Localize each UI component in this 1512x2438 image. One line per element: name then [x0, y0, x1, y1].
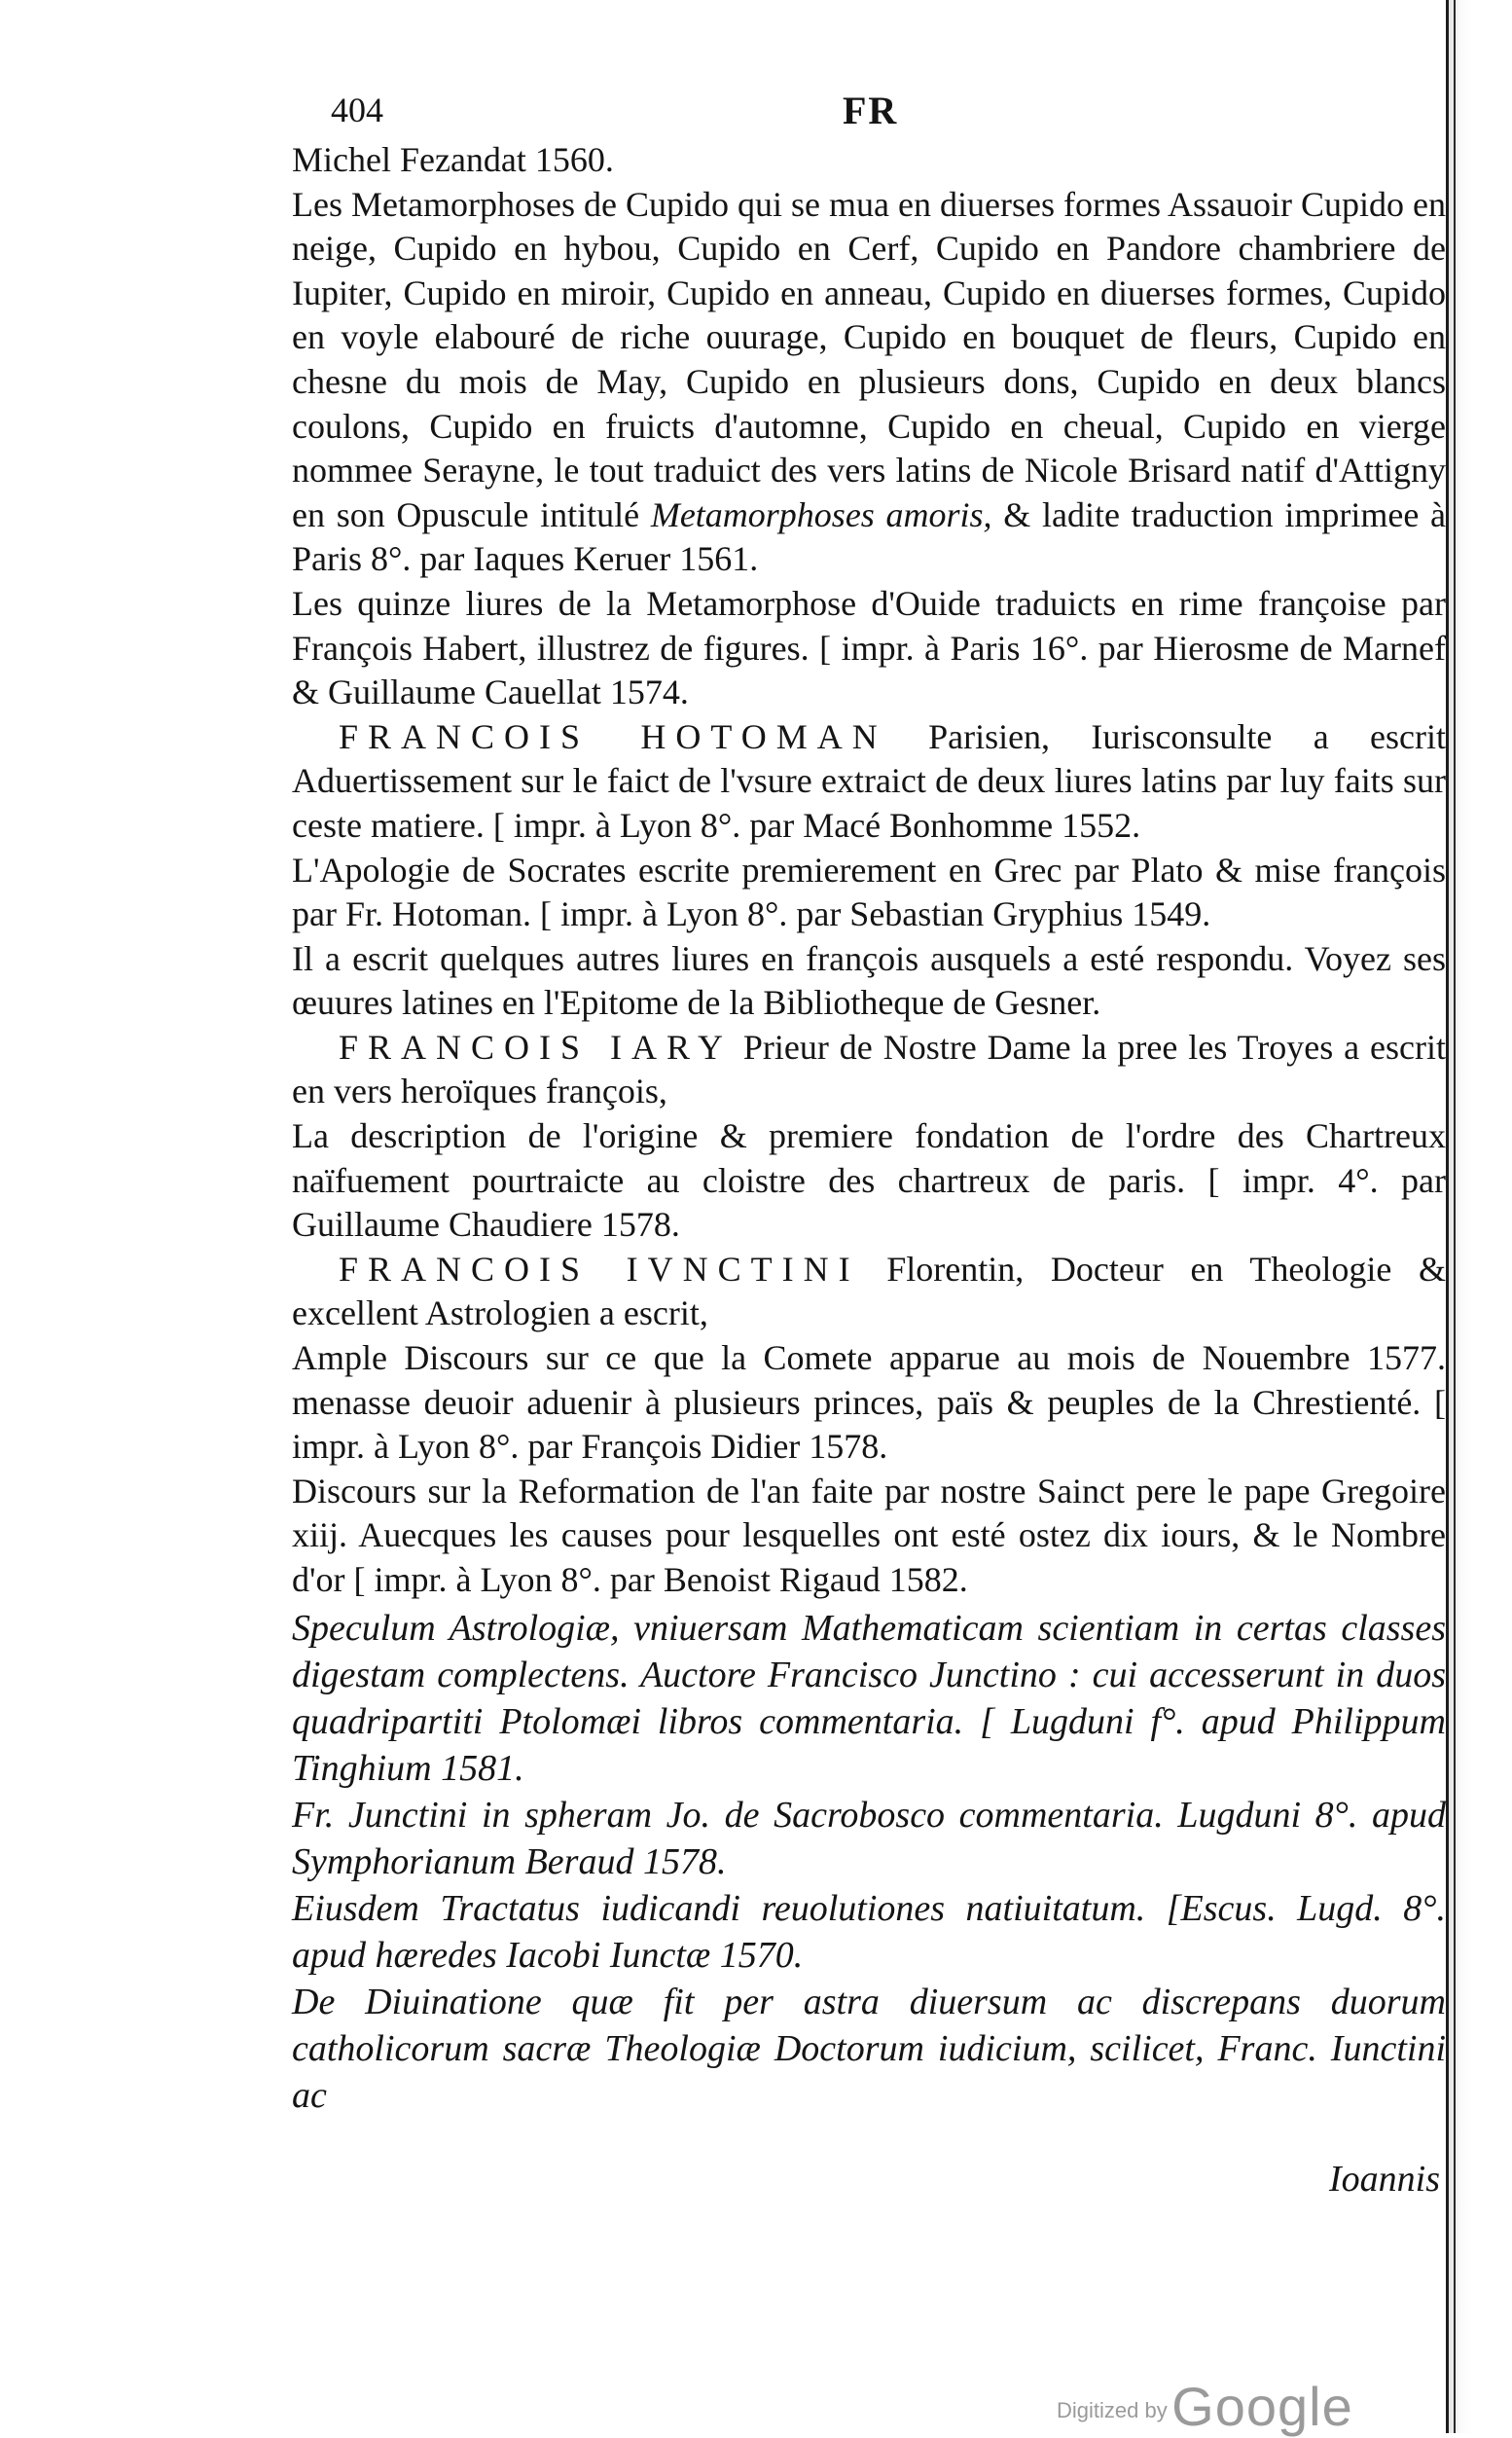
entry-chartreux: La description de l'origine & premiere fondation de l'ordre des Chartreux naïfuement pourtraicte au cloistre des chartreux de paris. [ impr. 4°. par Guillaume Chaudiere 1578. [292, 1116, 1446, 1245]
author-description: Florentin, Docteur en Theologie & excellent Astrologien a escrit, [292, 1249, 1446, 1333]
digitized-watermark [1057, 2375, 1353, 2438]
entry-apologie-socrates: L'Apologie de Socrates escrite premierement en Grec par Plato & mise françois par Fr. Hotoman. [ impr. à Lyon 8°. par Sebastian Gryphius 1549. [292, 850, 1446, 934]
author-name: FRANCOIS HOTOMAN [339, 716, 887, 756]
author-description: Parisien, Iurisconsulte a escrit Aduertissement sur le faict de l'vsure extraict de deux liures latins par luy faits sur ceste matiere. [ impr. à Lyon 8°. par Macé Bonhomme 1552. [292, 716, 1446, 845]
digitized-by-text: Digitized by [1057, 2398, 1168, 2422]
google-logo-text: Google [1171, 2376, 1353, 2437]
entry-comete: Ample Discours sur ce que la Comete apparue au mois de Nouembre 1577. menasse deuoir aduenir à plusieurs princes, païs & peuples de la Chrestienté. [ impr. à Lyon 8°. par François Didier 1578. [292, 1338, 1446, 1467]
author-iunctini [292, 1248, 1446, 1336]
entry-imprint: & ladite traduction imprimee à Paris 8°. par Iaques Keruer 1561. [292, 494, 1446, 579]
body-text [292, 138, 1446, 2239]
entry-metamorphose-ouide: Les quinze liures de la Metamorphose d'Ouide traduicts en rime françoise par François Habert, illustrez de figures. [ impr. à Paris 16°. par Hierosme de Marnef & Guillaume Cauellat 1574. [292, 583, 1446, 712]
page-edge-line [1454, 0, 1456, 2433]
author-hotoman [292, 715, 1446, 849]
running-head: FR [843, 89, 899, 132]
latin-title: Metamorphoses amoris, [650, 494, 992, 534]
entry-spheram: Fr. Junctini in spheram Jo. de Sacrobosco commentaria. Lugduni 8°. apud Symphorianum Beraud 1578. [292, 1794, 1446, 1882]
entry-speculum-astrologiae: Speculum Astrologiæ, vniuersam Mathematicam scientiam in certas classes digestam complectens. Auctore Francisco Junctino : cui accesserunt in duos quadripartiti Ptolomæi libros commentaria. [ Lugduni f°. apud Philippum Tinghium 1581. [292, 1607, 1446, 1789]
page-edge [1446, 0, 1488, 2433]
page-number: 404 [331, 91, 383, 129]
author-name: FRANCOIS IVNCTINI [339, 1249, 860, 1289]
entry-diuinatione: De Diuinatione quæ fit per astra diuersum ac discrepans duorum catholicorum sacræ Theologiæ Doctorum iudicium, scilicet, Franc. Iunctini ac [292, 1981, 1446, 2116]
entry-autres-liures: Il a escrit quelques autres liures en françois ausquels a esté respondu. Voyez ses œuures latines en l'Epitome de la Bibliotheque de Gesner. [292, 938, 1446, 1023]
imprint-line: Michel Fezandat 1560. [292, 140, 614, 179]
author-name: FRANCOIS IARY [339, 1027, 733, 1067]
entry-tractatus: Eiusdem Tractatus iudicandi reuolutiones natiuitatum. [Escus. Lugd. 8°. apud hæredes Iacobi Iunctæ 1570. [292, 1887, 1446, 1976]
latin-entries [292, 1605, 1446, 2202]
entry-reformation: Discours sur la Reformation de l'an faite par nostre Sainct pere le pape Gregoire xiij. Auecques les causes pour lesquelles ont esté ostez dix iours, & le Nombre d'or [ impr. à Lyon 8°. par Benoist Rigaud 1582. [292, 1471, 1446, 1599]
page-header [0, 90, 1362, 138]
catchword: Ioannis [1329, 2158, 1440, 2200]
entry-text: Les Metamorphoses de Cupido qui se mua en diuerses formes Assauoir Cupido en neige, Cupido en hybou, Cupido en Cerf, Cupido en Pandore chambriere de Iupiter, Cupido en miroir, Cupido en anneau, Cupido en diuerses formes, Cupido en voyle elabouré de riche ouurage, Cupido en bouquet de fleurs, Cupido en chesne du mois de May, Cupido en plusieurs dons, Cupido en deux blancs coulons, Cupido en fruicts d'automne, Cupido en cheual, Cupido en vierge nommee Serayne, le tout traduict des vers latins de Nicole Brisard natif d'Attigny en son Opuscule intitulé [292, 184, 1446, 534]
author-iary [292, 1026, 1446, 1114]
author-description: Prieur de Nostre Dame la pree les Troyes a escrit en vers heroïques françois, [292, 1027, 1446, 1111]
entry-metamorphoses-cupido [292, 183, 1446, 582]
